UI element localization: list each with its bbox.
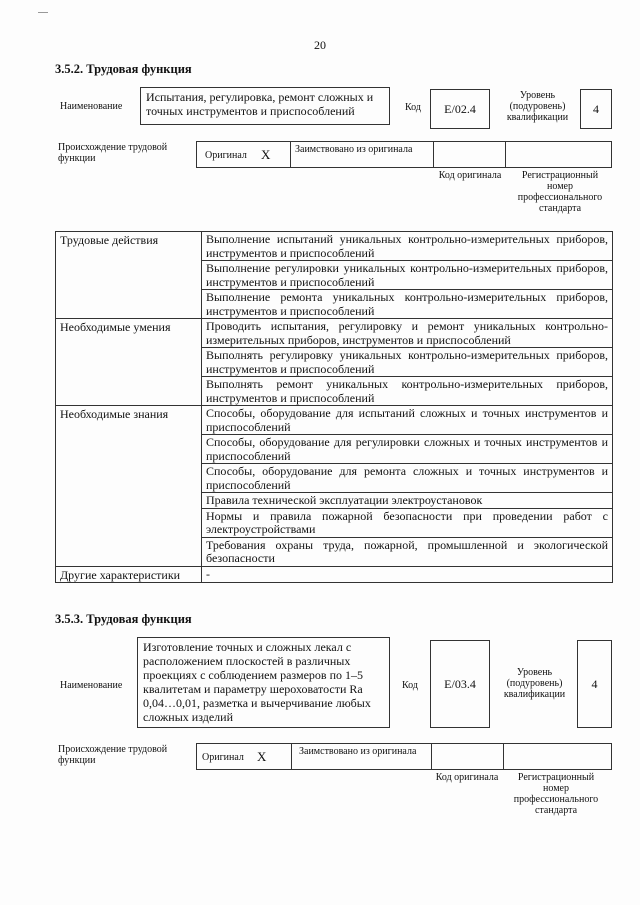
origin-table bbox=[196, 141, 612, 168]
level-label: Уровень (подуровень) квалификации bbox=[506, 90, 569, 123]
name-label: Наименование bbox=[60, 101, 123, 112]
table-cell: Способы, оборудование для регулировки сложных и точных инструментов и приспособлений bbox=[202, 435, 613, 464]
scan-mark bbox=[38, 12, 48, 13]
borrowed-label: Заимствовано из оригинала bbox=[299, 746, 417, 757]
original-mark: X bbox=[257, 749, 267, 764]
original-label: Оригинал bbox=[202, 752, 244, 763]
row-label: Другие характеристики bbox=[56, 566, 202, 583]
row-label: Трудовые действия bbox=[56, 232, 202, 319]
table-cell: Требования охраны труда, пожарной, промышленной и экологической безопасности bbox=[202, 537, 613, 566]
row-label: Необходимые умения bbox=[56, 319, 202, 406]
code-original-label: Код оригинала bbox=[438, 170, 502, 181]
borrowed-label: Заимствовано из оригинала bbox=[295, 144, 413, 155]
code-label: Код bbox=[402, 680, 418, 691]
table-cell: Выполнять ремонт уникальных контрольно-измерительных приборов, инструментов и приспособлений bbox=[202, 377, 613, 406]
level-value: 4 bbox=[577, 640, 612, 728]
code-value: E/03.4 bbox=[430, 640, 490, 728]
code-original-label: Код оригинала bbox=[435, 772, 499, 783]
table-cell: Выполнять регулировку уникальных контрольно-измерительных приборов, инструментов и приспособлений bbox=[202, 348, 613, 377]
code-label: Код bbox=[405, 102, 421, 113]
table-row bbox=[56, 566, 613, 583]
table-cell: Выполнение регулировки уникальных контрольно-измерительных приборов, инструментов и приспособлений bbox=[202, 261, 613, 290]
table-cell: Способы, оборудование для ремонта сложных и точных инструментов и приспособлений bbox=[202, 464, 613, 493]
table-row bbox=[56, 232, 613, 261]
function-name: Испытания, регулировка, ремонт сложных и точных инструментов и приспособлений bbox=[140, 87, 390, 125]
section-title: 3.5.3. Трудовая функция bbox=[55, 612, 192, 626]
table-row bbox=[56, 406, 613, 435]
origin-label: Происхождение трудовой функции bbox=[58, 744, 168, 766]
function-table bbox=[55, 231, 613, 583]
level-value: 4 bbox=[580, 89, 612, 129]
level-label: Уровень (подуровень) квалификации bbox=[503, 667, 566, 700]
row-label: Необходимые знания bbox=[56, 406, 202, 567]
table-row bbox=[56, 319, 613, 348]
function-name: Изготовление точных и сложных лекал с расположением плоскостей в различных проекциях с соблюдением размеров по 1–5 квалитетам и параметру шероховатости Ra 0,04…0,01, разметка и вычерчивание любых сложных изделий bbox=[137, 637, 390, 728]
reg-number-label: Регистрационный номер профессионального стандарта bbox=[517, 170, 603, 214]
table-cell: Выполнение ремонта уникальных контрольно-измерительных приборов, инструментов и приспособлений bbox=[202, 290, 613, 319]
name-label: Наименование bbox=[60, 680, 123, 691]
table-cell: Способы, оборудование для испытаний сложных и точных инструментов и приспособлений bbox=[202, 406, 613, 435]
code-value: E/02.4 bbox=[430, 89, 490, 129]
reg-number-label: Регистрационный номер профессионального стандарта bbox=[513, 772, 599, 816]
page-number: 20 bbox=[314, 38, 326, 52]
section-title: 3.5.2. Трудовая функция bbox=[55, 62, 192, 76]
origin-label: Происхождение трудовой функции bbox=[58, 142, 168, 164]
original-mark: X bbox=[261, 147, 271, 162]
table-cell: Нормы и правила пожарной безопасности при проведении работ с электроустройствами bbox=[202, 508, 613, 537]
table-cell: Выполнение испытаний уникальных контрольно-измерительных приборов, инструментов и приспособлений bbox=[202, 232, 613, 261]
table-cell: Правила технической эксплуатации электроустановок bbox=[202, 493, 613, 509]
original-label: Оригинал bbox=[205, 150, 247, 161]
origin-table bbox=[196, 743, 612, 770]
table-cell: - bbox=[202, 566, 613, 583]
table-cell: Проводить испытания, регулировку и ремонт уникальных контрольно-измерительных приборов, инструментов и приспособлений bbox=[202, 319, 613, 348]
